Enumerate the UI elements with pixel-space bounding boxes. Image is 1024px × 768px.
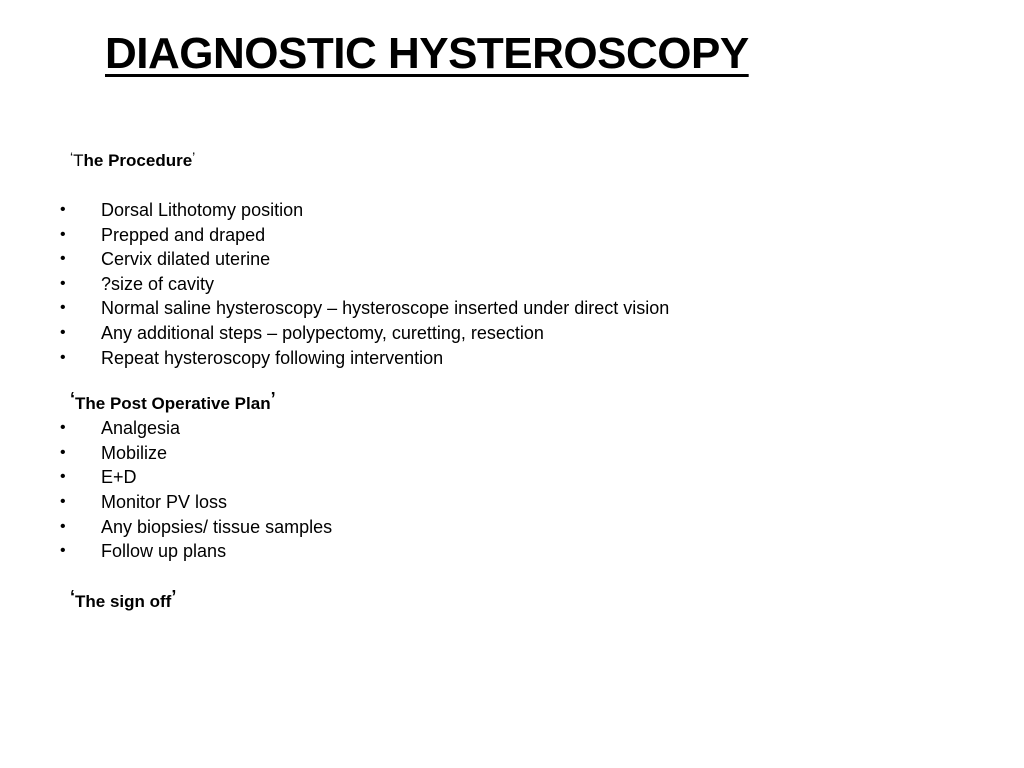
heading-text: The Post Operative Plan <box>75 394 271 414</box>
heading-prefix: T <box>73 151 84 170</box>
section-heading-sign-off <box>60 588 960 614</box>
bullet-icon: • <box>60 468 66 486</box>
bullet-icon: • <box>60 517 66 535</box>
list-item-text: ?size of cavity <box>101 273 215 294</box>
section-heading-procedure <box>60 148 960 174</box>
list-item-text: E+D <box>101 467 137 488</box>
list-item-text: Any biopsies/ tissue samples <box>101 516 333 537</box>
spacer <box>60 174 960 198</box>
list-item-text: Cervix dilated uterine <box>101 249 271 270</box>
list-item <box>60 223 960 248</box>
list-item <box>60 465 960 490</box>
close-quote: ’ <box>171 586 177 607</box>
list-item-text: Follow up plans <box>101 541 227 562</box>
list-item <box>60 321 960 346</box>
bullet-icon: • <box>60 492 66 510</box>
list-item-text: Prepped and draped <box>101 224 266 245</box>
list-item <box>60 515 960 540</box>
open-quote: ‘ <box>70 389 76 410</box>
list-item-text: Normal saline hysteroscopy – hysteroscope inserted under direct vision <box>101 298 670 319</box>
procedure-list <box>60 198 960 370</box>
post-operative-list <box>60 416 960 564</box>
bullet-icon: • <box>60 419 66 437</box>
slide-title: DIAGNOSTIC HYSTEROSCOPY <box>105 29 749 78</box>
list-item <box>60 539 960 564</box>
list-item-text: Any additional steps – polypectomy, curetting, resection <box>101 322 544 343</box>
slide-content <box>60 148 960 614</box>
bullet-icon: • <box>60 250 66 268</box>
open-quote: ‘ <box>70 149 74 165</box>
list-item-text: Repeat hysteroscopy following intervention <box>101 347 444 368</box>
open-quote: ‘ <box>70 586 76 607</box>
list-item <box>60 490 960 515</box>
list-item <box>60 272 960 297</box>
section-heading-post-operative-plan <box>60 390 960 416</box>
bullet-icon: • <box>60 274 66 292</box>
bullet-icon: • <box>60 201 66 218</box>
list-item <box>60 346 960 371</box>
list-item-text: Analgesia <box>101 418 181 439</box>
heading-text: The sign off <box>75 591 172 611</box>
list-item-text: Mobilize <box>101 442 168 463</box>
bullet-icon: • <box>60 323 66 341</box>
bullet-icon: • <box>60 348 66 366</box>
list-item-text: Dorsal Lithotomy position <box>101 200 304 220</box>
spacer <box>60 564 960 588</box>
bullet-icon: • <box>60 299 66 317</box>
spacer <box>60 370 960 390</box>
list-item <box>60 296 960 321</box>
heading-text: he Procedure <box>83 151 193 170</box>
close-quote: ’ <box>192 149 196 165</box>
close-quote: ’ <box>270 389 276 410</box>
bullet-icon: • <box>60 225 66 243</box>
list-item <box>60 198 960 223</box>
list-item <box>60 247 960 272</box>
bullet-icon: • <box>60 542 66 560</box>
list-item-text: Monitor PV loss <box>101 491 228 512</box>
bullet-icon: • <box>60 443 66 461</box>
list-item <box>60 441 960 466</box>
list-item <box>60 416 960 441</box>
